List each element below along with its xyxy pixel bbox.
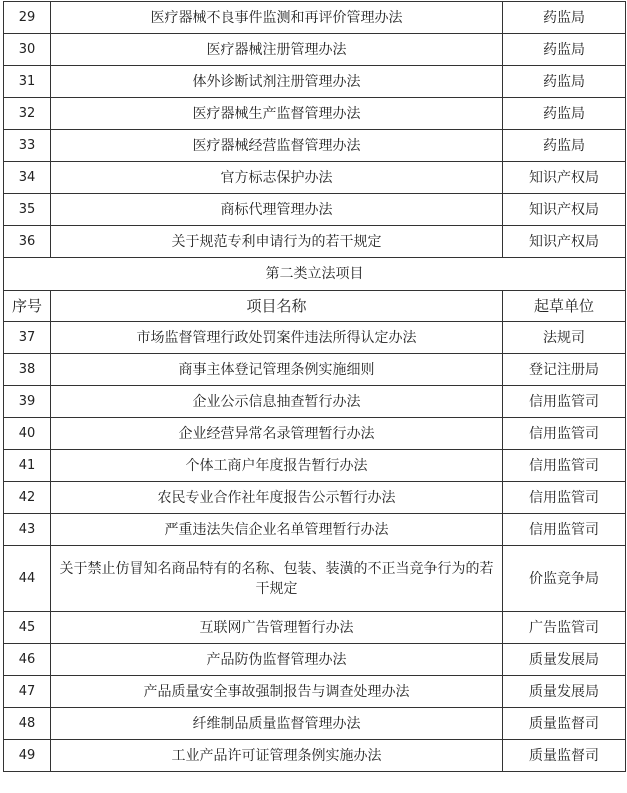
row-number: 47	[4, 676, 51, 708]
row-number: 38	[4, 354, 51, 386]
drafting-unit: 质量发展局	[503, 644, 626, 676]
project-name: 官方标志保护办法	[51, 162, 503, 194]
drafting-unit: 质量监督司	[503, 740, 626, 772]
row-number: 39	[4, 386, 51, 418]
drafting-unit: 信用监管司	[503, 386, 626, 418]
drafting-unit: 药监局	[503, 2, 626, 34]
drafting-unit: 质量发展局	[503, 676, 626, 708]
project-name: 商标代理管理办法	[51, 194, 503, 226]
row-number: 35	[4, 194, 51, 226]
row-number: 42	[4, 482, 51, 514]
row-number: 40	[4, 418, 51, 450]
row-number: 33	[4, 130, 51, 162]
drafting-unit: 药监局	[503, 130, 626, 162]
table-row	[4, 322, 626, 354]
table-row	[4, 194, 626, 226]
project-name: 企业公示信息抽查暂行办法	[51, 386, 503, 418]
project-name: 商事主体登记管理条例实施细则	[51, 354, 503, 386]
legislation-table	[3, 1, 626, 772]
drafting-unit: 知识产权局	[503, 226, 626, 258]
table-row	[4, 418, 626, 450]
drafting-unit: 药监局	[503, 98, 626, 130]
row-number: 37	[4, 322, 51, 354]
project-name: 关于禁止仿冒知名商品特有的名称、包装、装潢的不正当竞争行为的若干规定	[51, 546, 503, 612]
project-name: 医疗器械注册管理办法	[51, 34, 503, 66]
table-header-row	[4, 291, 626, 322]
header-name: 项目名称	[51, 291, 503, 322]
table-row	[4, 450, 626, 482]
table-row	[4, 644, 626, 676]
project-name: 产品防伪监督管理办法	[51, 644, 503, 676]
project-name: 体外诊断试剂注册管理办法	[51, 66, 503, 98]
drafting-unit: 价监竞争局	[503, 546, 626, 612]
table-row	[4, 98, 626, 130]
project-name: 企业经营异常名录管理暂行办法	[51, 418, 503, 450]
table-row	[4, 162, 626, 194]
project-name: 关于规范专利申请行为的若干规定	[51, 226, 503, 258]
row-number: 30	[4, 34, 51, 66]
drafting-unit: 知识产权局	[503, 194, 626, 226]
project-name: 产品质量安全事故强制报告与调查处理办法	[51, 676, 503, 708]
row-number: 48	[4, 708, 51, 740]
project-name: 医疗器械不良事件监测和再评价管理办法	[51, 2, 503, 34]
project-name: 医疗器械生产监督管理办法	[51, 98, 503, 130]
table-row	[4, 130, 626, 162]
project-name: 市场监督管理行政处罚案件违法所得认定办法	[51, 322, 503, 354]
row-number: 41	[4, 450, 51, 482]
drafting-unit: 广告监管司	[503, 612, 626, 644]
header-dept: 起草单位	[503, 291, 626, 322]
table-row	[4, 66, 626, 98]
row-number: 46	[4, 644, 51, 676]
row-number: 36	[4, 226, 51, 258]
row-number: 32	[4, 98, 51, 130]
drafting-unit: 信用监管司	[503, 418, 626, 450]
drafting-unit: 药监局	[503, 66, 626, 98]
project-name: 工业产品许可证管理条例实施办法	[51, 740, 503, 772]
project-name: 互联网广告管理暂行办法	[51, 612, 503, 644]
table-body-second-part	[4, 322, 626, 772]
drafting-unit: 药监局	[503, 34, 626, 66]
table-row	[4, 354, 626, 386]
table-row	[4, 482, 626, 514]
project-name: 严重违法失信企业名单管理暂行办法	[51, 514, 503, 546]
drafting-unit: 登记注册局	[503, 354, 626, 386]
row-number: 29	[4, 2, 51, 34]
section-title: 第二类立法项目	[4, 258, 626, 291]
table-row	[4, 226, 626, 258]
row-number: 49	[4, 740, 51, 772]
section-block	[4, 258, 626, 322]
table-row	[4, 514, 626, 546]
project-name: 农民专业合作社年度报告公示暂行办法	[51, 482, 503, 514]
table-row	[4, 34, 626, 66]
row-number: 31	[4, 66, 51, 98]
table-row	[4, 386, 626, 418]
table-row	[4, 2, 626, 34]
row-number: 45	[4, 612, 51, 644]
drafting-unit: 知识产权局	[503, 162, 626, 194]
row-number: 34	[4, 162, 51, 194]
section-title-row	[4, 258, 626, 291]
drafting-unit: 质量监督司	[503, 708, 626, 740]
project-name: 医疗器械经营监督管理办法	[51, 130, 503, 162]
table-row	[4, 546, 626, 612]
table-row	[4, 676, 626, 708]
drafting-unit: 信用监管司	[503, 514, 626, 546]
drafting-unit: 信用监管司	[503, 450, 626, 482]
project-name: 纤维制品质量监督管理办法	[51, 708, 503, 740]
table-body-first-part	[4, 2, 626, 258]
drafting-unit: 法规司	[503, 322, 626, 354]
table-row	[4, 708, 626, 740]
drafting-unit: 信用监管司	[503, 482, 626, 514]
row-number: 44	[4, 546, 51, 612]
table-row	[4, 740, 626, 772]
row-number: 43	[4, 514, 51, 546]
header-no: 序号	[4, 291, 51, 322]
project-name: 个体工商户年度报告暂行办法	[51, 450, 503, 482]
table-row	[4, 612, 626, 644]
